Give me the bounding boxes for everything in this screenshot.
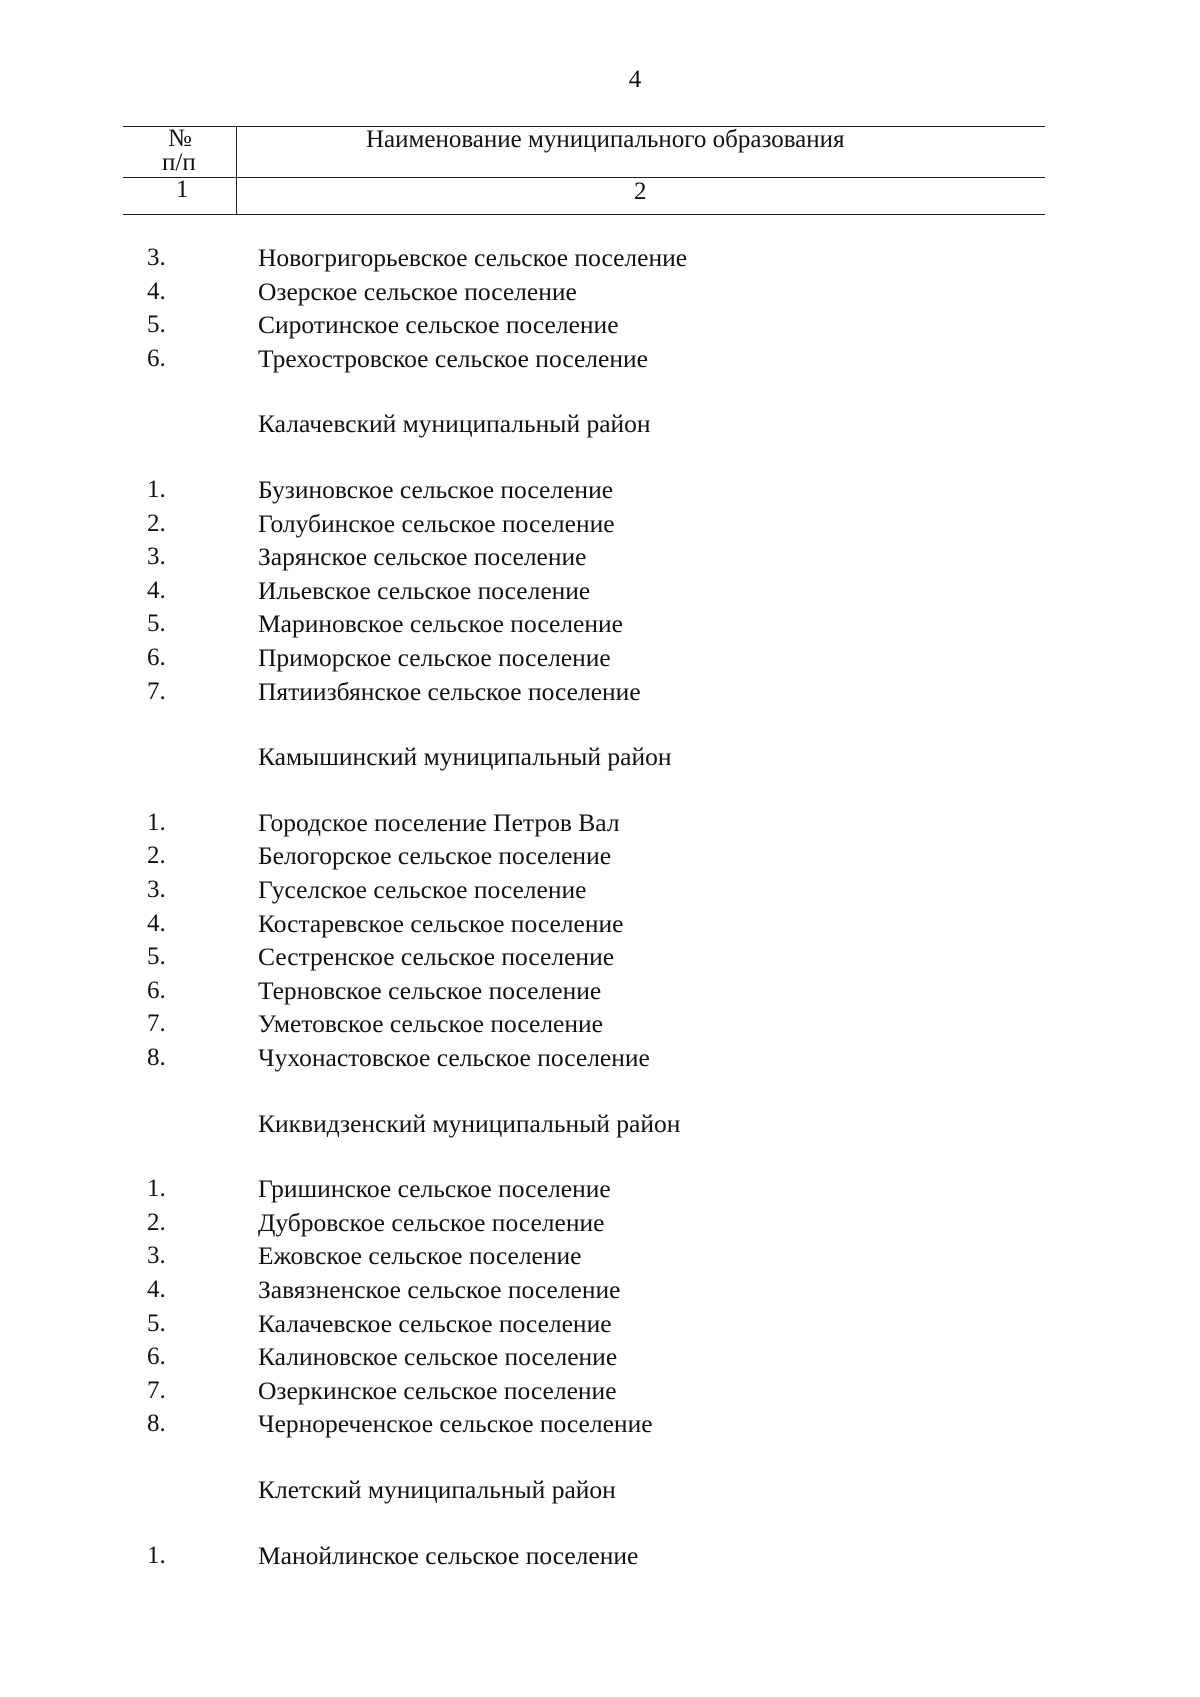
district-title: Киквидзенский муниципальный район xyxy=(258,1108,681,1138)
item-number: 3. xyxy=(147,876,166,903)
district-title: Калачевский муниципальный район xyxy=(258,409,651,439)
item-name: Бузиновское сельское поселение xyxy=(258,475,614,504)
header-col2-index: 2 xyxy=(634,178,647,205)
item-name: Сиротинское сельское поселение xyxy=(258,310,619,340)
item-number: 6. xyxy=(147,976,166,1004)
list-item xyxy=(0,677,1200,711)
item-number: 3. xyxy=(147,244,166,271)
item-number: 1. xyxy=(147,476,166,503)
item-name: Приморское сельское поселение xyxy=(258,643,611,672)
list-item xyxy=(0,875,1200,909)
list-item xyxy=(0,344,1200,378)
item-number: 6. xyxy=(147,1343,166,1371)
list-item xyxy=(0,542,1200,576)
list-item xyxy=(0,1376,1200,1410)
list-item xyxy=(0,310,1200,344)
list-item xyxy=(0,277,1200,311)
item-number: 4. xyxy=(147,576,166,604)
item-number: 1. xyxy=(147,808,166,836)
item-name: Гуселское сельское поселение xyxy=(258,875,587,904)
list-item xyxy=(0,942,1200,976)
item-name: Новогригорьевское сельское поселение xyxy=(258,243,688,272)
item-number: 7. xyxy=(147,677,166,705)
item-name: Городское поселение Петров Вал xyxy=(258,807,620,837)
item-name: Костаревское сельское поселение xyxy=(258,908,624,938)
item-number: 4. xyxy=(147,277,166,305)
list-item xyxy=(0,976,1200,1010)
list-item xyxy=(0,1275,1200,1309)
item-number: 7. xyxy=(147,1376,166,1404)
item-number: 8. xyxy=(147,1044,166,1071)
list-item xyxy=(0,808,1200,842)
list-item xyxy=(0,1009,1200,1043)
header-column-divider xyxy=(236,126,237,214)
item-name: Завязненское сельское поселение xyxy=(258,1275,621,1304)
list-item xyxy=(0,1174,1200,1208)
item-number: 5. xyxy=(147,610,166,638)
item-number: 8. xyxy=(147,1410,166,1438)
item-number: 1. xyxy=(147,1541,166,1569)
list-item xyxy=(0,841,1200,875)
item-name: Чернореченское сельское поселение xyxy=(258,1409,653,1439)
item-name: Белогорское сельское поселение xyxy=(258,841,612,871)
list-item xyxy=(0,1541,1200,1575)
item-number: 2. xyxy=(147,509,166,537)
item-number: 6. xyxy=(147,644,166,671)
item-number: 4. xyxy=(147,909,166,937)
list-item xyxy=(0,909,1200,943)
item-name: Гришинское сельское поселение xyxy=(258,1174,611,1204)
item-number: 5. xyxy=(147,1309,166,1337)
item-number: 5. xyxy=(147,943,166,971)
item-number: 1. xyxy=(147,1175,166,1203)
item-name: Калиновское сельское поселение xyxy=(258,1342,618,1372)
item-name: Ежовское сельское поселение xyxy=(258,1241,582,1271)
item-name: Терновское сельское поселение xyxy=(258,975,602,1005)
item-name: Пятиизбянское сельское поселение xyxy=(258,676,641,706)
list-item xyxy=(0,1409,1200,1443)
item-number: 7. xyxy=(147,1010,166,1038)
header-middle-rule xyxy=(123,177,1045,178)
page-number: 4 xyxy=(628,66,642,93)
header-col1-title-line1: № xyxy=(168,125,192,152)
header-col1-index: 1 xyxy=(176,176,189,203)
header-col1-title-line2: п/п xyxy=(162,149,196,176)
item-number: 2. xyxy=(147,842,166,870)
list-item xyxy=(0,1309,1200,1343)
header-bottom-rule xyxy=(123,214,1045,215)
list-item xyxy=(0,1043,1200,1077)
item-number: 6. xyxy=(147,344,166,372)
list-item xyxy=(0,609,1200,643)
item-name: Сестренское сельское поселение xyxy=(258,942,615,972)
item-name: Мариновское сельское поселение xyxy=(258,609,623,639)
item-number: 3. xyxy=(147,543,166,571)
list-item xyxy=(0,475,1200,509)
item-number: 2. xyxy=(147,1208,166,1236)
item-name: Ильевское сельское поселение xyxy=(258,575,591,605)
item-number: 5. xyxy=(147,311,166,339)
item-name: Озерское сельское поселение xyxy=(258,276,577,306)
item-name: Зарянское сельское поселение xyxy=(258,542,587,572)
item-name: Чухонастовское сельское поселение xyxy=(258,1043,650,1072)
item-name: Голубинское сельское поселение xyxy=(258,508,615,538)
list-item xyxy=(0,576,1200,610)
list-item xyxy=(0,1342,1200,1376)
item-name: Трехостровское сельское поселение xyxy=(258,343,648,373)
list-item xyxy=(0,1208,1200,1242)
item-number: 4. xyxy=(147,1276,166,1303)
list-item xyxy=(0,509,1200,543)
item-number: 3. xyxy=(147,1242,166,1270)
list-item xyxy=(0,1241,1200,1275)
district-title: Камышинский муниципальный район xyxy=(258,742,672,772)
item-name: Озеркинское сельское поселение xyxy=(258,1375,617,1405)
list-item xyxy=(0,643,1200,677)
header-col2-title: Наименование муниципального образования xyxy=(366,126,845,153)
item-name: Дубровское сельское поселение xyxy=(258,1207,605,1237)
item-name: Уметовское сельское поселение xyxy=(258,1009,603,1039)
list-item xyxy=(0,243,1200,277)
item-name: Калачевское сельское поселение xyxy=(258,1308,612,1338)
item-name: Манойлинское сельское поселение xyxy=(258,1540,639,1570)
district-title: Клетский муниципальный район xyxy=(258,1475,616,1504)
